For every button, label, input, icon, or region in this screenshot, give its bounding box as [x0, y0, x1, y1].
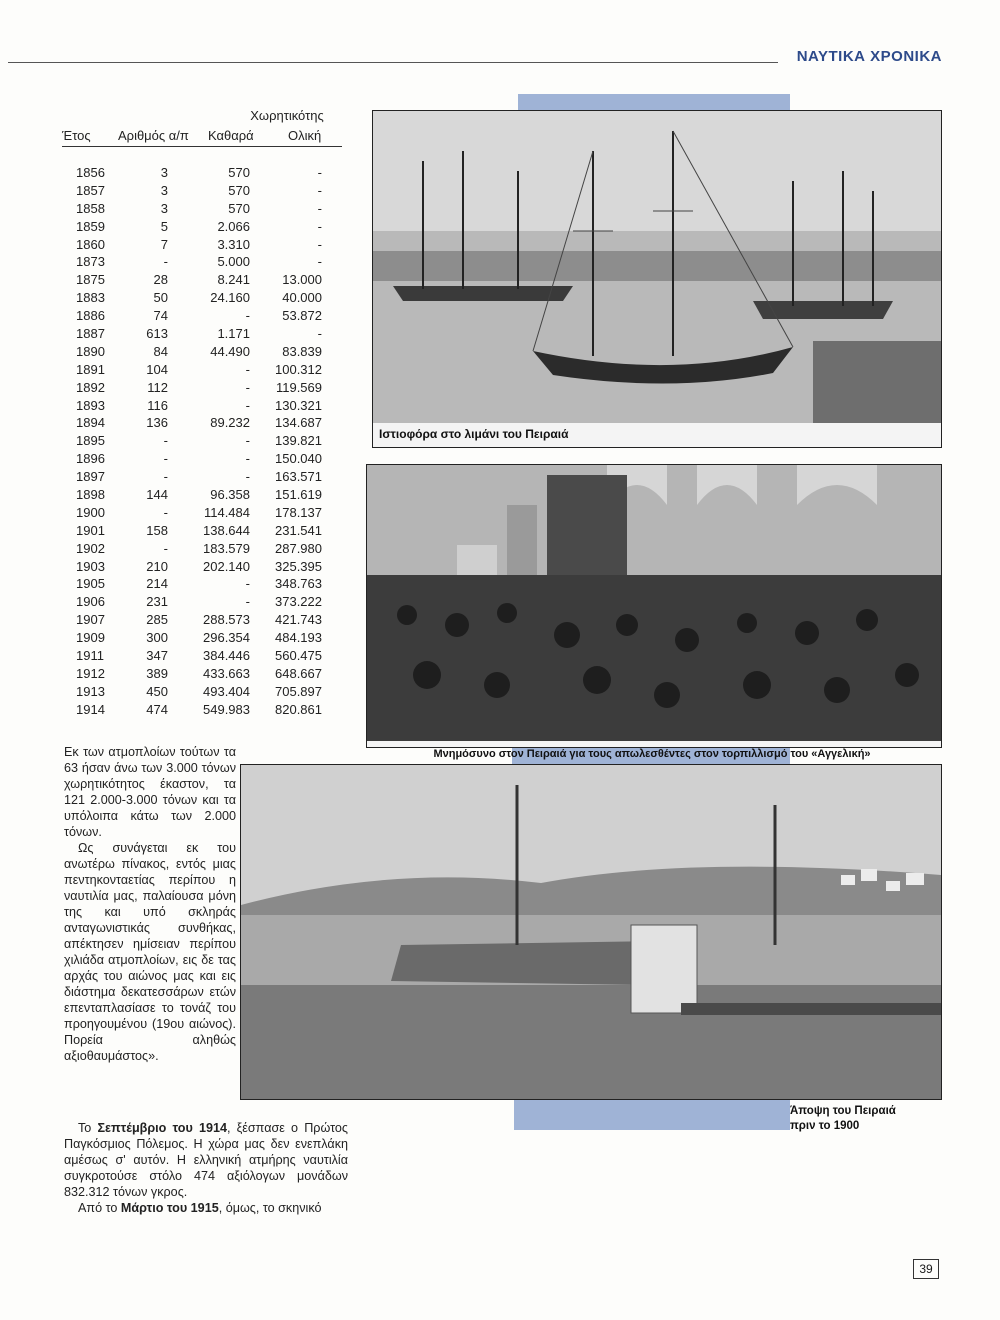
cell-net: 96.358: [210, 487, 250, 503]
table-row: [62, 218, 344, 236]
photo-piraeus-view: [240, 764, 942, 1100]
paragraph-2: Ως συνάγεται εκ του ανωτέρω πίνακος, εντός μιας πεντηκονταετίας περίπου η ναυτιλία μας, παλαίουσα μόνη της και υπό σκληράς ανταγωνιστικάς συνθήκας, απέκτησεν ημίσειαν περίπου χιλιάδα ατμοπλοίων, εις δε τας αρχάς του αιώνος μας και εις διάστημα δεκατεσσάρων ετών επενταπλασίασε το τονάζ του προηγουμένου (19ου αιώνος). Πορεία αληθώς αξιοθαυμάστος».: [64, 841, 236, 1063]
cell-count: 3: [160, 200, 168, 216]
header-rule: [8, 62, 778, 63]
cell-year: 1873: [76, 254, 105, 270]
table-row: [62, 647, 344, 665]
table-row: [62, 522, 344, 540]
cell-net: 3.310: [217, 236, 250, 252]
cell-year: 1905: [76, 576, 105, 592]
table-row: [62, 414, 344, 432]
cell-total: -: [317, 165, 322, 180]
cell-count: -: [163, 433, 168, 449]
cell-net: -: [245, 308, 250, 324]
body-text-narrow: [64, 744, 236, 1064]
table-row: [62, 289, 344, 307]
cell-year: 1895: [76, 433, 105, 449]
cell-total: 151.619: [275, 487, 322, 503]
cell-total: 130.321: [275, 397, 322, 413]
cell-total: -: [317, 182, 322, 198]
cell-net: 384.446: [203, 648, 250, 664]
cell-count: 389: [146, 665, 168, 681]
cell-net: 89.232: [210, 415, 250, 431]
cell-total: 119.569: [275, 379, 322, 395]
table-row: [62, 361, 344, 379]
cell-total: 100.312: [275, 361, 322, 377]
table-row: [62, 575, 344, 593]
cell-count: -: [163, 504, 168, 520]
cell-year: 1901: [76, 522, 105, 538]
cell-total: 134.687: [275, 415, 322, 431]
caption-line-1: Άποψη του Πειραιά: [790, 1105, 896, 1117]
cell-net: 183.579: [203, 540, 250, 556]
paragraph-1: Εκ των ατμοπλοίων τούτων τα 63 ήσαν άνω των 3.000 τόνων χωρητικότητος έκαστον, τα 121 2.000-3.000 τόνων και τα υπόλοιπα κάτω των 2.000 τόνων.: [64, 745, 236, 839]
table-row: [62, 343, 344, 361]
cell-count: 136: [146, 415, 168, 431]
table-caption: Χωρητικότης: [250, 108, 324, 123]
cell-total: 560.475: [275, 648, 322, 664]
cell-year: 1898: [76, 487, 105, 503]
cell-total: -: [317, 326, 322, 342]
caption-memorial: Μνημόσυνο στον Πειραιά για τους απωλεσθέντες στον τορπιλλισμό του «Αγγελική»: [433, 748, 871, 760]
caption-piraeus-view: [790, 1104, 940, 1134]
table-row: [62, 468, 344, 486]
cell-year: 1858: [76, 200, 105, 216]
cell-count: 84: [153, 343, 168, 359]
cell-year: 1912: [76, 665, 105, 681]
cell-net: -: [245, 361, 250, 377]
table-row: [62, 307, 344, 325]
cell-net: 44.490: [210, 343, 250, 359]
cell-year: 1894: [76, 415, 105, 431]
cell-year: 1860: [76, 236, 105, 252]
cell-count: 112: [147, 379, 168, 395]
table-row: [62, 629, 344, 647]
cell-net: 296.354: [203, 630, 250, 646]
table-row: [62, 236, 344, 254]
cell-total: 484.193: [275, 630, 322, 646]
cell-year: 1906: [76, 594, 105, 610]
cell-net: 288.573: [203, 612, 250, 628]
cell-net: 493.404: [203, 683, 250, 699]
cell-year: 1886: [76, 308, 105, 324]
cell-year: 1890: [76, 343, 105, 359]
cell-net: 114.484: [203, 504, 250, 520]
cell-count: 210: [146, 558, 168, 574]
header-count: Αριθμός α/π: [118, 128, 189, 143]
cell-year: 1891: [76, 361, 105, 377]
cell-year: 1875: [76, 272, 105, 288]
cell-count: 144: [146, 487, 168, 503]
cell-year: 1896: [76, 451, 105, 467]
table-row: [62, 683, 344, 701]
page-number: 39: [913, 1259, 939, 1279]
cell-year: 1914: [76, 701, 105, 717]
table-row: [62, 397, 344, 415]
cell-count: 7: [160, 236, 168, 252]
table-row: [62, 271, 344, 289]
cell-total: 373.222: [275, 594, 322, 610]
cell-count: 50: [153, 290, 168, 306]
cell-year: 1856: [76, 165, 105, 180]
cell-year: 1893: [76, 397, 105, 413]
header-year: Έτος: [62, 128, 91, 143]
cell-year: 1902: [76, 540, 105, 556]
cell-net: -: [245, 433, 250, 449]
cell-count: 347: [146, 648, 168, 664]
cell-total: 231.541: [275, 522, 322, 538]
cell-total: 325.395: [275, 558, 322, 574]
cell-net: -: [245, 397, 250, 413]
cell-year: 1883: [76, 290, 105, 306]
table-row: [62, 450, 344, 468]
table-rule: [62, 146, 342, 147]
cell-count: -: [163, 540, 168, 556]
cell-total: -: [317, 200, 322, 216]
cell-count: -: [163, 469, 168, 485]
cell-net: -: [245, 594, 250, 610]
table-row: [62, 486, 344, 504]
table-row: [62, 540, 344, 558]
cell-net: 5.000: [217, 254, 250, 270]
table-row: [62, 701, 344, 719]
cell-total: 163.571: [275, 469, 322, 485]
table-row: [62, 200, 344, 218]
cell-count: 450: [146, 683, 168, 699]
cell-total: 421.743: [275, 612, 322, 628]
table-row: [62, 325, 344, 343]
cell-year: 1892: [76, 379, 105, 395]
cell-total: 83.839: [282, 343, 322, 359]
table-row: [62, 593, 344, 611]
cell-count: 158: [146, 522, 168, 538]
cell-count: 474: [146, 701, 168, 717]
running-header: ΝΑΥΤΙΚΑ ΧΡΟΝΙΚΑ: [796, 48, 942, 65]
cell-net: 570: [228, 165, 250, 180]
cell-total: 13.000: [282, 272, 322, 288]
cell-total: -: [317, 218, 322, 234]
table-row: [62, 182, 344, 200]
table-row: [62, 504, 344, 522]
cell-total: 139.821: [275, 433, 322, 449]
cell-count: 104: [146, 361, 168, 377]
cell-year: 1897: [76, 469, 105, 485]
cell-count: 231: [146, 594, 168, 610]
table-row: [62, 253, 344, 271]
table-row: [62, 611, 344, 629]
cell-count: 214: [146, 576, 168, 592]
table-body: [62, 164, 344, 719]
paragraph-3: Το Σεπτέμβριο του 1914, ξέσπασε ο Πρώτος Παγκόσμιος Πόλεμος. Η χώρα μας δεν ενεπλάκη αμέσως σ' αυτόν. Η ελληνική ατμήρης ναυτιλία συγκροτούσε στόλο 474 αξιόλογων μονάδων 832.312 τόνων γκρος.: [64, 1121, 348, 1199]
cell-total: 178.137: [275, 504, 322, 520]
cell-total: 150.040: [275, 451, 322, 467]
cell-count: 5: [160, 218, 168, 234]
cell-total: 820.861: [275, 701, 322, 717]
cell-net: 8.241: [217, 272, 250, 288]
cell-year: 1911: [76, 648, 104, 664]
photo-sailing-ships: [372, 110, 942, 448]
cell-year: 1903: [76, 558, 105, 574]
cell-year: 1887: [76, 326, 105, 342]
cell-count: -: [163, 254, 168, 270]
cell-total: -: [317, 236, 322, 252]
cell-net: -: [245, 576, 250, 592]
cell-net: -: [245, 379, 250, 395]
cell-net: 24.160: [210, 290, 250, 306]
cell-total: 40.000: [282, 290, 322, 306]
cell-total: 348.763: [275, 576, 322, 592]
cell-total: 648.667: [275, 665, 322, 681]
cell-count: -: [163, 451, 168, 467]
cell-net: 570: [228, 182, 250, 198]
caption-sailing-ships: Ιστιοφόρα στο λιμάνι του Πειραιά: [379, 427, 569, 441]
cell-net: 570: [228, 200, 250, 216]
header-net: Καθαρά: [208, 128, 254, 143]
cell-net: 433.663: [203, 665, 250, 681]
table-row: [62, 432, 344, 450]
cell-net: 549.983: [203, 701, 250, 717]
cell-year: 1859: [76, 218, 105, 234]
cell-year: 1857: [76, 182, 105, 198]
table-row: [62, 379, 344, 397]
cell-net: 202.140: [203, 558, 250, 574]
cell-count: 285: [146, 612, 168, 628]
cell-net: 2.066: [217, 218, 250, 234]
paragraph-4: Από το Μάρτιο του 1915, όμως, το σκηνικό: [78, 1201, 322, 1215]
table-row: [62, 164, 344, 182]
cell-count: 116: [147, 397, 168, 413]
cell-count: 613: [146, 326, 168, 342]
cell-net: 138.644: [203, 522, 250, 538]
cell-net: 1.171: [217, 326, 250, 342]
cell-count: 28: [153, 272, 168, 288]
accent-block-bottom: [514, 1098, 790, 1130]
cell-total: 287.980: [275, 540, 322, 556]
cell-net: -: [245, 451, 250, 467]
cell-net: -: [245, 469, 250, 485]
header-total: Ολική: [288, 128, 322, 143]
table-header: [62, 128, 344, 146]
cell-year: 1909: [76, 630, 105, 646]
cell-total: 53.872: [282, 308, 322, 324]
cell-year: 1900: [76, 504, 105, 520]
cell-count: 3: [160, 182, 168, 198]
cell-count: 300: [146, 630, 168, 646]
caption-line-2: πριν το 1900: [790, 1120, 860, 1132]
cell-year: 1907: [76, 612, 105, 628]
body-text-wide: [64, 1120, 348, 1216]
cell-count: 74: [153, 308, 168, 324]
cell-count: 3: [160, 165, 168, 180]
cell-total: -: [317, 254, 322, 270]
cell-year: 1913: [76, 683, 105, 699]
table-row: [62, 665, 344, 683]
cell-total: 705.897: [275, 683, 322, 699]
table-row: [62, 558, 344, 576]
photo-memorial-crowd: [366, 464, 942, 748]
